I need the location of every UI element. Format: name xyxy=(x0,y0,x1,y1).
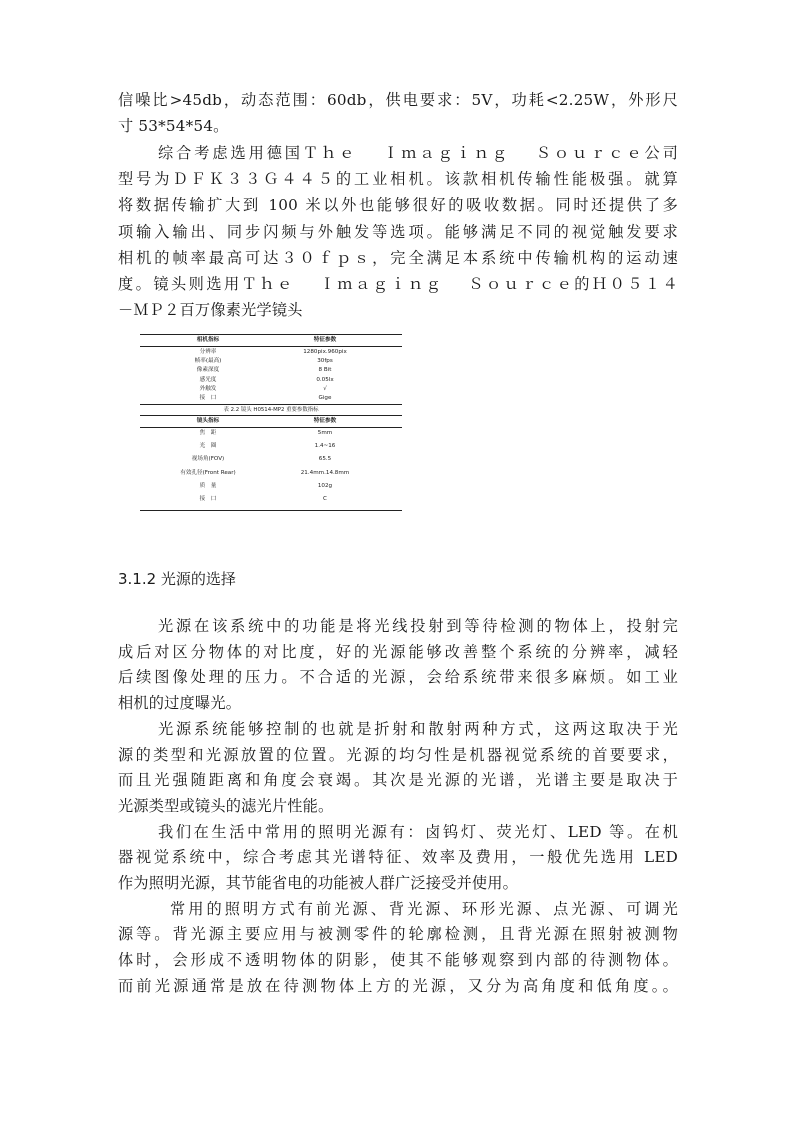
table-rule xyxy=(140,415,402,416)
table-row xyxy=(140,495,402,504)
text-line: 相机的帧率最高可达３０ｆｐｓ，完全满足本系统中传输机构的运动速 xyxy=(118,248,678,267)
text-line: 度。镜头则选用Ｔｈｅ Ｉｍａｇｉｎｇ Ｓｏｕｒｃｅ的Ｈ０５１４ xyxy=(118,275,678,294)
header-cell: 相机指标 xyxy=(196,337,220,343)
text-line: 信噪比>45db，动态范围：60db，供电要求：5V，功耗<2.25W，外形尺 xyxy=(118,91,678,109)
spec-table xyxy=(140,334,402,512)
text-line: 将数据传输扩大到 100 米以外也能够很好的吸收数据。同时还提供了多 xyxy=(118,196,678,215)
table-rule xyxy=(140,346,402,347)
table-row xyxy=(140,394,402,403)
table-cell: 帧率(最高) xyxy=(194,358,222,365)
text-line: 型号为ＤＦＫ３３Ｇ４４５的工业相机。该款相机传输性能极强。就算 xyxy=(118,169,678,188)
text-line: 后续图像处理的压力。不合适的光源，会给系统带来很多麻烦。如工业 xyxy=(118,668,678,687)
table-cell: 质 量 xyxy=(199,482,217,489)
table-cell: 1280pix.960pix xyxy=(303,349,347,355)
text-line: －ＭＰ２百万像素光学镜头 xyxy=(118,301,303,320)
table-cell: 21.4mm.14.8mm xyxy=(300,469,350,476)
camera-table-header xyxy=(140,336,402,345)
table-cell: 接 口 xyxy=(199,496,217,502)
text-line: 源的类型和光源放置的位置。光源的均匀性是机器视觉系统的首要要求， xyxy=(118,745,678,764)
table-cell: 65.5 xyxy=(318,456,332,463)
table-row xyxy=(140,469,402,478)
table-row xyxy=(140,442,402,451)
text-line: 源等。背光源主要应用与被测零件的轮廓检测，且背光源在照射被测物 xyxy=(118,925,678,944)
text-line: 成后对区分物体的对比度，好的光源能够改善整个系统的分辨率，减轻 xyxy=(118,642,678,661)
table-row xyxy=(140,385,402,394)
lens-table-header xyxy=(140,417,402,426)
table-row xyxy=(140,366,402,375)
text-line: 作为照明光源，其节能省电的功能被人群广泛接受并使用。 xyxy=(118,874,519,892)
table-row xyxy=(140,455,402,464)
table-caption: 表 2.2 镜头 H0514-MP2 重要参数指标 xyxy=(223,407,319,413)
table-cell: 像素深度 xyxy=(196,367,220,374)
table-cell: 感光度 xyxy=(199,376,217,383)
table-cell: 视场角(FOV) xyxy=(191,456,225,463)
table-cell: 有效孔径(Front Rear) xyxy=(180,469,236,476)
table-cell: 8 Bit xyxy=(318,367,332,374)
text-line: 我们在生活中常用的照明光源有：卤钨灯、荧光灯、LED 等。在机 xyxy=(158,822,678,841)
table-cell: Gige xyxy=(318,395,332,401)
table-cell: 0.05lx xyxy=(316,376,334,383)
table-cell: 接 口 xyxy=(199,395,217,401)
table-cell: 分辨率 xyxy=(199,349,217,355)
table-cell: 光 圈 xyxy=(199,443,217,450)
table-row xyxy=(140,348,402,357)
text-line: 而且光强随距离和角度会衰竭。其次是光源的光谱，光谱主要是取决于 xyxy=(118,771,678,790)
table-cell: 102g xyxy=(317,482,333,489)
text-line: 项输入输出、同步闪频与外触发等选项。能够满足不同的视觉触发要求 xyxy=(118,222,678,241)
table-row xyxy=(140,376,402,385)
table-rule xyxy=(140,510,402,511)
text-line: 相机的过度曝光。 xyxy=(118,694,242,713)
table-cell: 焦 距 xyxy=(199,430,217,436)
table-row xyxy=(140,482,402,491)
table-row xyxy=(140,357,402,366)
text-line: 光源在该系统中的功能是将光线投射到等待检测的物体上，投射完 xyxy=(158,617,678,635)
table-cell: 30fps xyxy=(317,358,333,365)
text-line: 光源系统能够控制的也就是折射和散射两种方式，这两这取决于光 xyxy=(158,719,678,738)
text-line: 常用的照明方式有前光源、背光源、环形光源、点光源、可调光 xyxy=(170,899,678,918)
text-line: 寸 53*54*54。 xyxy=(118,117,229,136)
header-cell: 特征参数 xyxy=(313,337,337,343)
table-cell: C xyxy=(323,496,327,502)
table-cell: 5mm xyxy=(317,430,333,436)
text-line: 光源类型或镜头的滤光片性能。 xyxy=(118,796,334,815)
header-cell: 特征参数 xyxy=(313,418,337,424)
table-row xyxy=(140,429,402,438)
table-rule xyxy=(140,404,402,405)
table-rule xyxy=(140,427,402,428)
text-line: 综合考虑选用德国Ｔｈｅ Ｉｍａｇｉｎｇ Ｓｏｕｒｃｅ公司 xyxy=(158,143,678,162)
text-line: 而前光源通常是放在待测物体上方的光源，又分为高角度和低角度。。 xyxy=(118,976,678,995)
table-cell: 1.4~16 xyxy=(314,443,336,450)
table-cell: √ xyxy=(323,385,327,392)
text-line: 器视觉系统中，综合考虑其光谱特征、效率及费用，一般优先选用 LED xyxy=(118,848,678,867)
header-cell: 镜头指标 xyxy=(196,418,220,424)
section-heading: 3.1.2 光源的选择 xyxy=(118,570,236,588)
table-cell: 外触发 xyxy=(199,385,217,392)
text-line: 体时，会形成不透明物体的阴影，使其不能够观察到内部的待测物体。 xyxy=(118,951,678,970)
